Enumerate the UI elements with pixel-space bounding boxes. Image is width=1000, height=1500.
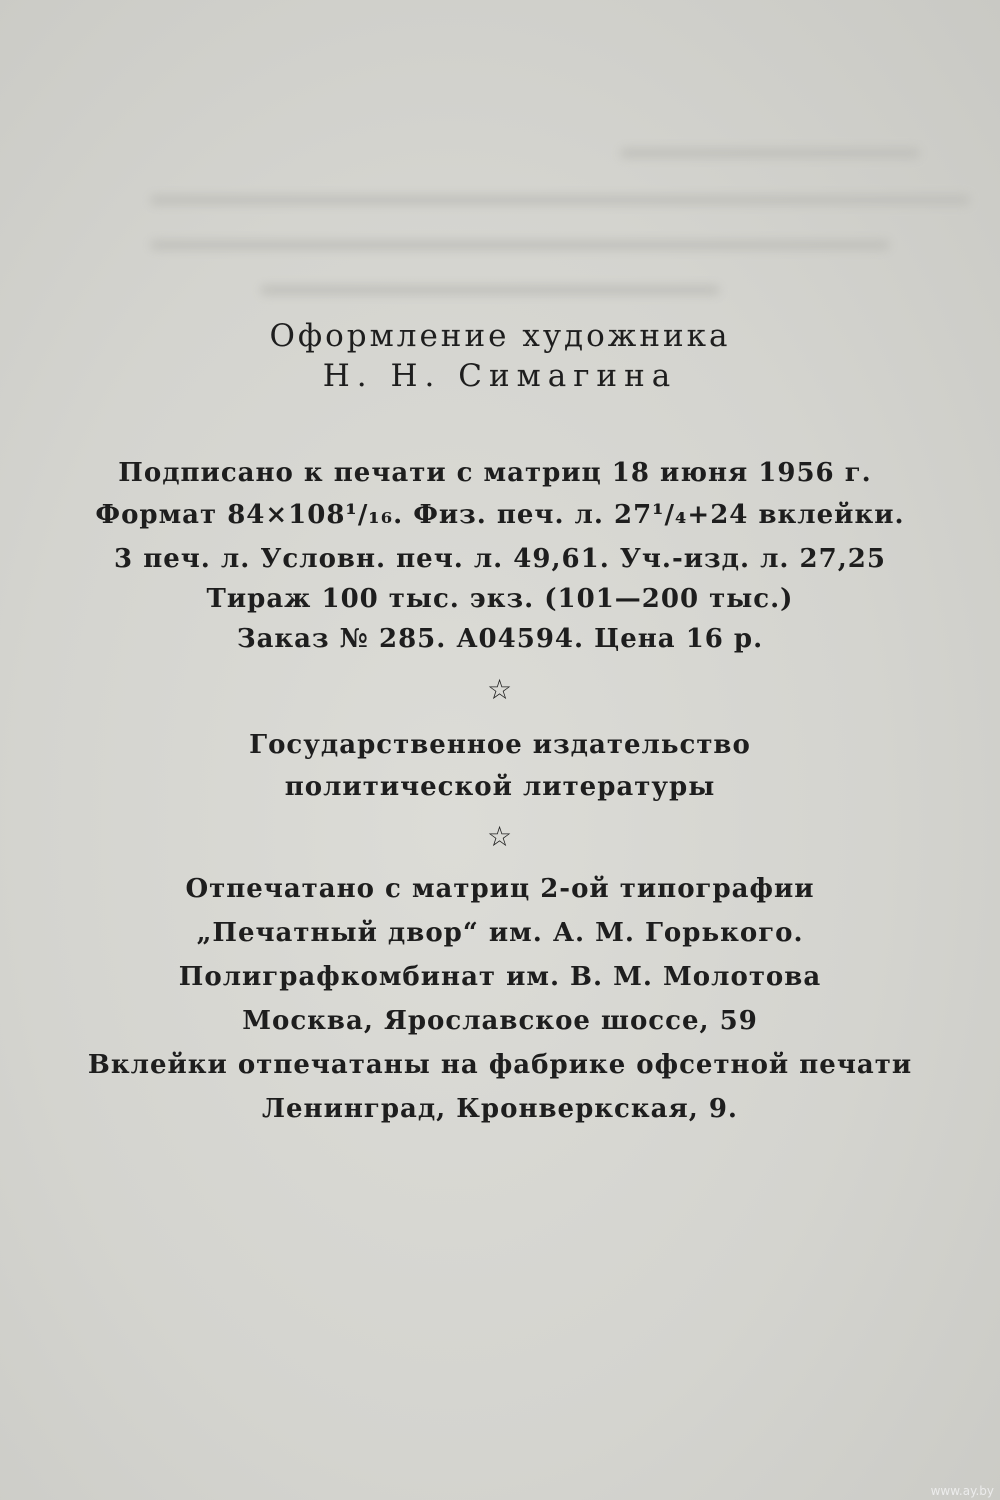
design-credit-line1: Оформление художника	[269, 318, 731, 354]
publisher-line-1: Государственное издательство	[249, 730, 751, 760]
printer-line-2: „Печатный двор“ им. А. М. Горького.	[196, 918, 804, 948]
publisher-line-2: политической литературы	[284, 772, 716, 802]
printer-line-4: Москва, Ярославское шоссе, 59	[242, 1006, 758, 1036]
star-ornament-1: ☆	[486, 673, 514, 706]
printer-line-5: Вклейки отпечатаны на фабрике офсетной печати	[87, 1050, 913, 1080]
imprint-line-2: Формат 84×108¹/₁₆. Физ. печ. л. 27¹/₄+24 вклейки.	[95, 500, 905, 530]
imprint-line-5: Заказ № 285. А04594. Цена 16 р.	[236, 624, 764, 654]
imprint-line-4: Тираж 100 тыс. экз. (101—200 тыс.)	[206, 584, 794, 614]
printer-line-3: Полиграфкомбинат им. В. М. Молотова	[178, 962, 822, 992]
show-through-text	[0, 0, 1000, 300]
imprint-line-3: 3 печ. л. Условн. печ. л. 49,61. Уч.-изд. л. 27,25	[114, 544, 886, 574]
printer-line-1: Отпечатано с матриц 2-ой типографии	[185, 874, 815, 904]
watermark: www.ay.by	[930, 1484, 994, 1498]
printer-line-6: Ленинград, Кронверкская, 9.	[262, 1094, 738, 1124]
star-ornament-2: ☆	[486, 820, 514, 853]
imprint-line-1: Подписано к печати с матриц 18 июня 1956 г.	[118, 458, 872, 488]
design-credit-line2: Н. Н. Симагина	[322, 358, 678, 394]
